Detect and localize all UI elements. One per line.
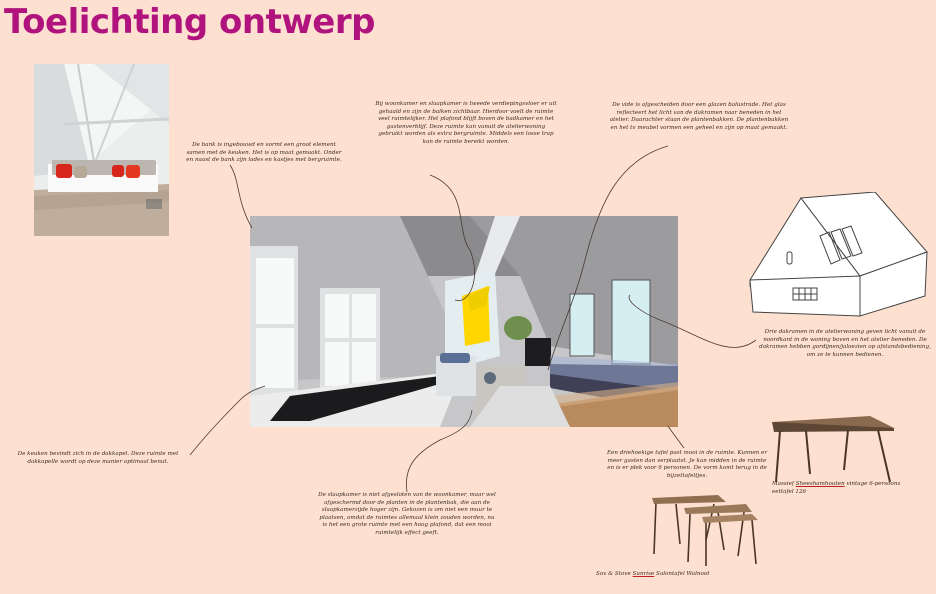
caption-eettafel-brand: Massief bbox=[772, 481, 794, 487]
note-bank: De bank is ingebouwd en vormt een groot element samen met de keuken. Het is op maat gemaakt. Onder en naast de bank zijn lades en kastjes met bergruimte. bbox=[186, 142, 342, 164]
caption-eettafel-highlight: Sheeshamhouten bbox=[795, 481, 845, 487]
page-title: Toelichting ontwerp bbox=[4, 2, 375, 42]
caption-eettafel bbox=[772, 481, 902, 496]
note-keuken: De keuken bevindt zich in de dakkapel. Deze ruimte met dakkapelle wordt op deze manier optimaal benut. bbox=[17, 451, 179, 465]
caption-bijzettafel-highlight: Sunrise bbox=[632, 571, 655, 577]
note-vide: De vide is afgescheiden door een glazen balustrade. Het glas reflecteert het licht van de dakramen naar beneden in het atelier. Daarachter staan de plantenbakken. De plantenbakken en het tv meubel vormen een geheel en zijn op maat gemaakt. bbox=[609, 102, 789, 131]
caption-bijzettafel-pre: Sov & Stove bbox=[596, 571, 633, 577]
note-dakramen: Drie dakramen in de atelierwoning geven licht vanuit de noordkant in de woning boven en het atelier beneden. De dakramen hebben gordijnen/jaloezien op afstandsbediening, om ze te kunnen bedienen. bbox=[759, 329, 931, 358]
caption-bijzettafel bbox=[596, 571, 716, 579]
note-tafel: Een driehoekige tafel past mooi in de ruimte. Kunnen er meer gasten dan verplaatst. Je kan midden in de ruimte en is er plek voor 6 personen. De vorm komt terug in de bijzettafeltjes. bbox=[606, 450, 768, 479]
caption-bijzettafel-rest: Salontafel Walnoot bbox=[654, 571, 710, 577]
note-slaapkamer: De slaapkamer is niet afgesloten van de woonkamer, maar wel afgeschermd door de planten in de plantenbak, die aan de slaapkamerzijde hoger zijn. Gekozen is om niet een muur te plaatsen, omdat de ruimtes allemaal klein zouden worden, nu is het een grote ruimte met een hoog plafond, dat een mooi ruimtelijk effect geeft. bbox=[318, 492, 496, 536]
note-woonkamer: Bij woonkamer en slaapkamer is tweede verdiepingsvloer er uit gehaald en zijn de balken zichtbaar. Hierdoor voelt de ruimte veel ruimtelijker. Het plafond blijft boven de badkamer en het gastenverblijf. Deze ruimte kan vanuit de atelierwoning gebruikt worden als extra bergruimte. Middels een losse trap kan de ruimte bereikt worden. bbox=[375, 101, 557, 145]
caption-eettafel-rest: vintage 6-persoons eettafel 126 bbox=[772, 481, 901, 495]
